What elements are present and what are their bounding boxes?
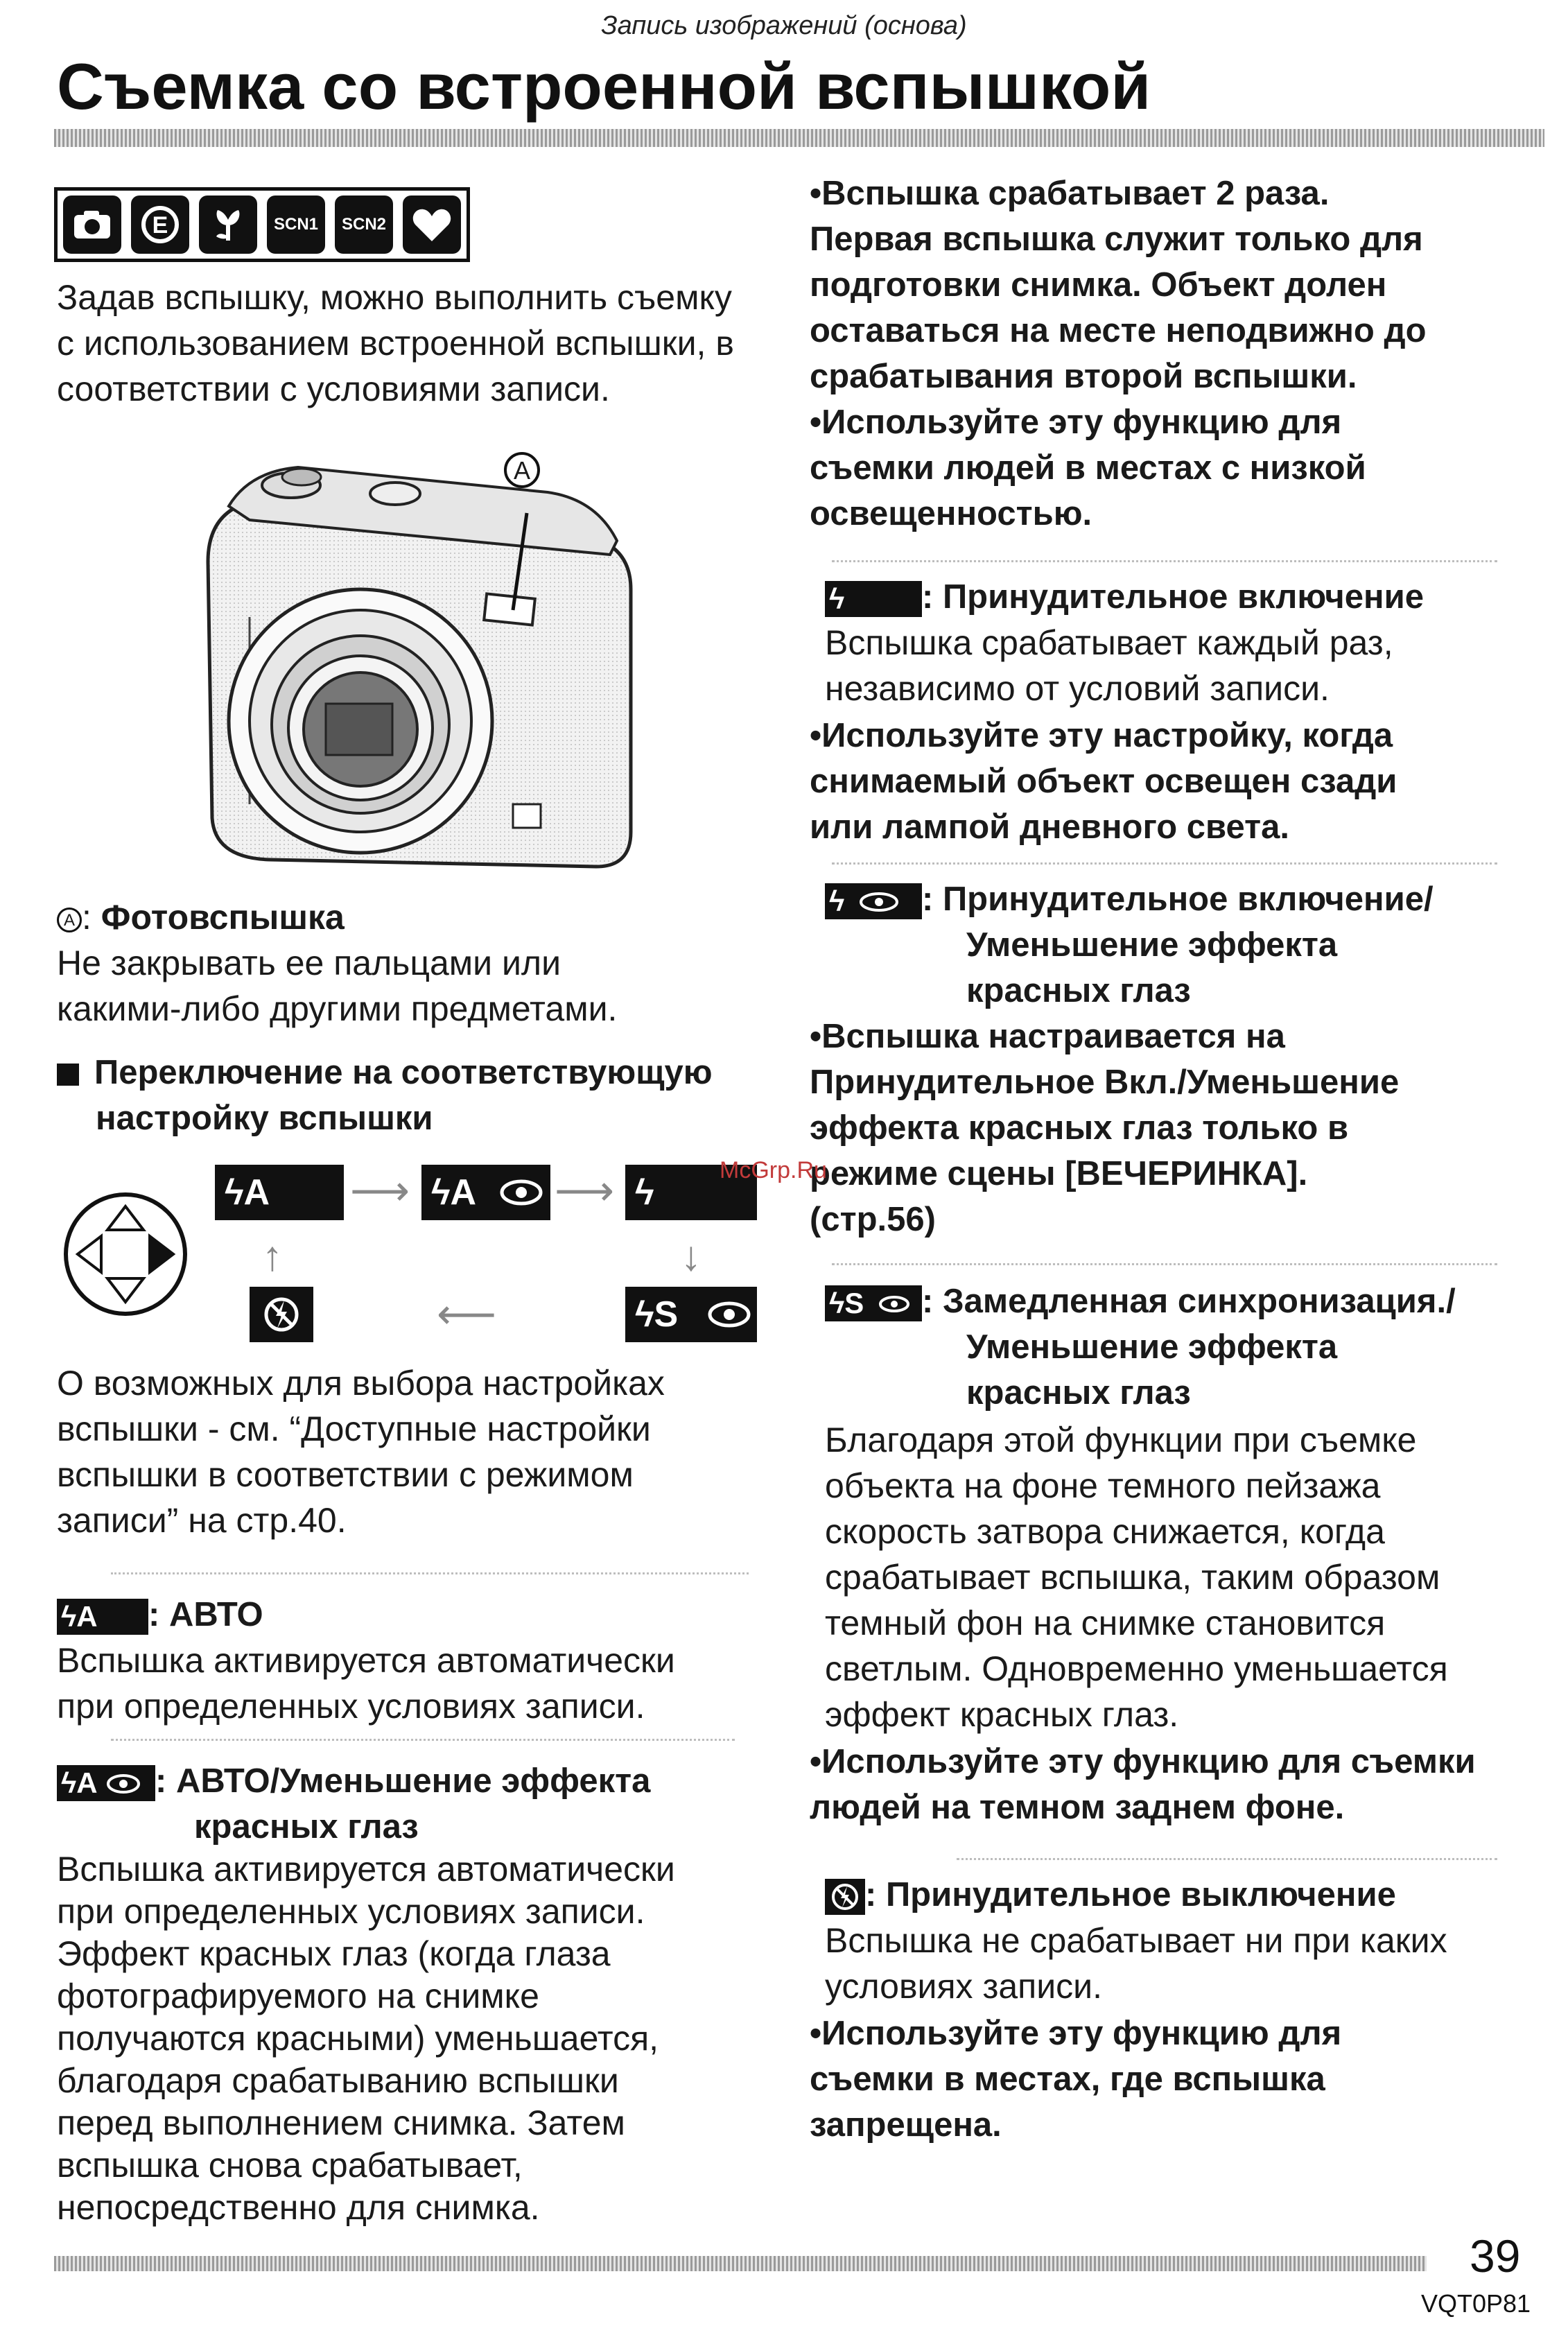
mode-icon-strip — [54, 187, 470, 262]
forced-redeye-heading: ϟ : Принудительное включение/ Уменьшение эффекта красных глаз — [825, 876, 1553, 1014]
forced-on-heading: ϟ : Принудительное включение — [825, 574, 1553, 620]
forced-redeye-bullet: •Вспышка настраивается на Принудительное Вкл./Уменьшение эффекта красных глаз только в режиме сцены [ВЕЧЕРИНКА]. (стр.56) — [810, 1018, 1400, 1238]
watermark: McGrp.Ru — [720, 1157, 827, 1183]
economy-mode-icon — [131, 196, 189, 254]
arrow-up-icon: ↑ — [262, 1233, 283, 1279]
switch-note: О возможных для выбора настройках вспышки - см. “Доступные настройки вспышки в соответствии с режимом записи” на стр.40. — [57, 1364, 665, 1540]
flash-off-tile — [250, 1287, 313, 1342]
callout-a: A — [504, 452, 540, 488]
flash-forced-on-badge: ϟ — [825, 581, 922, 617]
auto-redeye-heading: ϟA : АВТО/Уменьшение эффекта красных глаз — [57, 1758, 792, 1850]
arrow-right-icon: ⟶ — [350, 1168, 410, 1214]
flash-auto-badge: ϟA — [57, 1599, 148, 1635]
intro-line: Задав вспышку, можно выполнить съемку — [57, 278, 732, 317]
flash-forced-redeye-badge: ϟ — [825, 883, 922, 919]
forced-on-desc: Вспышка срабатывает каждый раз, независимо от условий записи. — [825, 623, 1393, 708]
redeye-bullets — [810, 171, 1551, 537]
forced-off-heading: : Принудительное выключение — [825, 1872, 1553, 1918]
doc-code: VQT0P81 — [1421, 2289, 1531, 2318]
intro-text — [57, 275, 792, 412]
dpad-right-icon — [62, 1191, 189, 1317]
callout-a-small: A — [57, 908, 82, 932]
title-rule — [54, 129, 1544, 147]
bullet-item: •Вспышка срабатывает 2 раза. Первая вспышка служит только для подготовки снимка. Объект долен оставаться на месте неподвижно до срабатывания второй вспышки. — [810, 175, 1427, 395]
black-square-bullet — [57, 1064, 79, 1086]
slow-sync-bullet: •Используйте эту функцию для съемки людей на темном заднем фоне. — [810, 1743, 1476, 1826]
flash-slow-sync-badge: ϟS — [825, 1285, 922, 1321]
flash-auto-tile: ϟA — [215, 1165, 344, 1220]
flash-auto-redeye-tile: ϟA — [421, 1165, 550, 1220]
camera-mode-icon — [63, 196, 121, 254]
arrow-left-icon: ⟵ — [437, 1291, 497, 1337]
page-number: 39 — [1470, 2230, 1521, 2282]
intro-line: соответствии с условиями записи. — [57, 370, 610, 408]
figure-label: Фотовспышка — [101, 898, 345, 937]
eye-icon — [499, 1179, 543, 1206]
dotted-divider — [111, 1739, 735, 1741]
auto-heading: ϟA : АВТО — [57, 1592, 263, 1638]
dotted-divider — [832, 1263, 1497, 1265]
eye-icon — [707, 1301, 751, 1328]
figure-desc: Не закрывать ее пальцами или — [57, 944, 561, 982]
footer-rule — [54, 2256, 1427, 2271]
figure-label-line: A : Фотовспышка — [57, 894, 792, 940]
flash-auto-redeye-badge: ϟA — [57, 1765, 155, 1801]
auto-desc: Вспышка активируется автоматически при определенных условиях записи. — [57, 1641, 675, 1726]
slow-sync-desc: Благодаря этой функции при съемке объекта на фоне темного пейзажа скорость затвора снижается, когда срабатывает вспышка, таким образом темный фон на снимке становится светлым. Одновременно уменьшается эффект красных глаз. — [825, 1421, 1448, 1734]
dotted-divider — [111, 1572, 749, 1574]
svg-text:E: E — [152, 212, 168, 238]
figure-caption — [57, 894, 792, 1032]
auto-redeye-desc: Вспышка активируется автоматически при определенных условиях записи. Эффект красных глаз (когда глаза фотографируемого на снимке получаются красными) уменьшается, благодаря срабатыванию вспышки перед выполнением снимка. Затем вспышка снова срабатывает, непосредственно для снимка. — [57, 1850, 675, 2227]
arrow-right-icon: ⟶ — [555, 1168, 615, 1214]
page-title: Съемка со встроенной вспышкой — [57, 50, 1151, 123]
figure-desc: какими-либо другими предметами. — [57, 989, 618, 1028]
flash-off-badge — [825, 1879, 865, 1915]
dotted-divider — [832, 560, 1497, 562]
dotted-divider — [957, 1858, 1497, 1860]
simple-mode-icon — [403, 196, 461, 254]
slow-sync-heading: ϟS : Замедленная синхронизация./ Уменьшение эффекта красных глаз — [825, 1278, 1553, 1416]
forced-on-bullet: •Используйте эту настройку, когда снимаемый объект освещен сзади или лампой дневного света. — [810, 717, 1397, 846]
scene2-mode-icon: SCN2 — [335, 196, 393, 254]
flash-off-icon — [261, 1295, 302, 1334]
page-subtitle: Запись изображений (основа) — [601, 11, 967, 40]
forced-off-bullet: •Используйте эту функцию для съемки в местах, где вспышка запрещена. — [810, 2015, 1342, 2144]
intro-line: с использованием встроенной вспышки, в — [57, 324, 734, 363]
flash-forced-on-tile: ϟ — [625, 1165, 757, 1220]
flash-slow-sync-tile: ϟS — [625, 1287, 757, 1342]
camera-illustration — [187, 444, 672, 887]
switch-section-title: Переключение на соответствующую настройку вспышки — [57, 1050, 792, 1141]
forced-off-desc: Вспышка не срабатывает ни при каких условиях записи. — [825, 1921, 1447, 2006]
macro-mode-icon — [199, 196, 257, 254]
scene1-mode-icon: SCN1 — [267, 196, 325, 254]
arrow-down-icon: ↓ — [681, 1233, 702, 1279]
dotted-divider — [832, 862, 1497, 865]
bullet-item: •Используйте эту функцию для съемки людей в местах с низкой освещенностью. — [810, 403, 1366, 532]
